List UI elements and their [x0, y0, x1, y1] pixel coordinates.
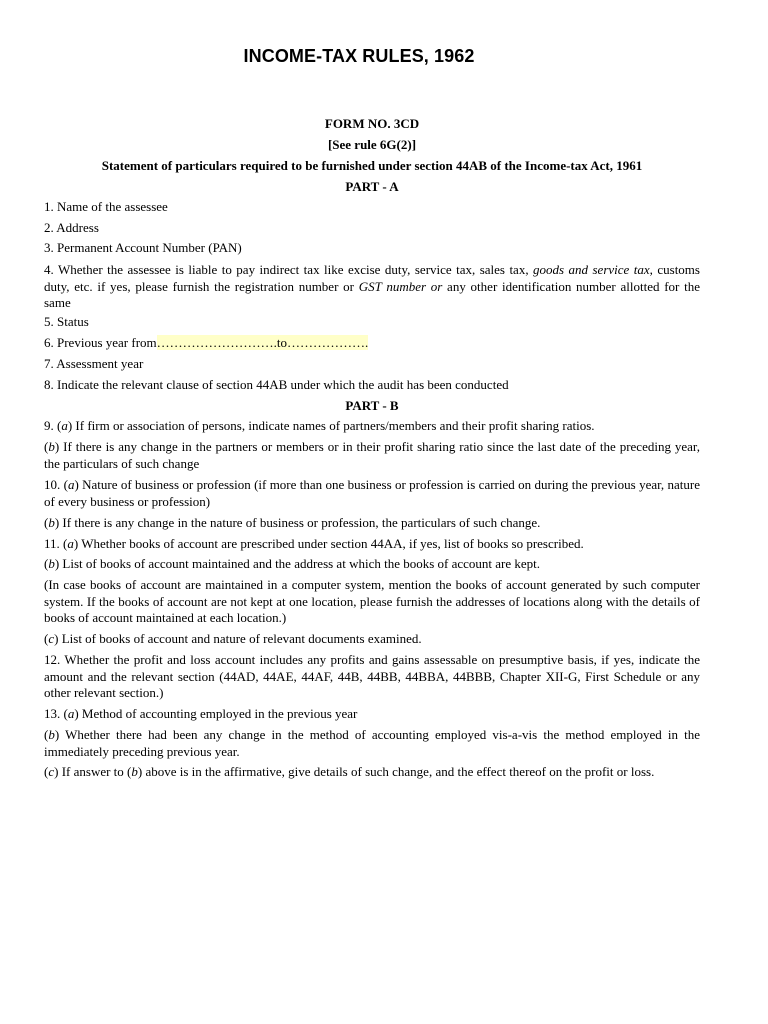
item-7-assessment-year: 7. Assessment year [44, 356, 144, 371]
see-rule-reference: [See rule 6G(2)] [327, 137, 417, 152]
previous-year-from-blank [157, 335, 369, 350]
item-1-name-of-assessee: 1. Name of the assessee [44, 199, 168, 214]
item-4-italic-gst: goods and service tax, [533, 262, 653, 277]
item-10a-number: 10. ( [44, 477, 68, 492]
item-10a-text: ) Nature of business or profession (if more than one business or profession is carried on during the previous year, nature of every business or profession) [44, 477, 700, 509]
item-11c-sub-letter: c [48, 631, 55, 646]
item-12-presumptive-income: 12. Whether the profit and loss account includes any profits and gains assessable on presumptive basis, if yes, indicate the amount and the relevant section (44AD, 44AE, 44AF, 44B, 44BB, 44BBA, 44BBB, Chapter XII-G, First Schedule or any other relevant section.) [44, 652, 700, 700]
item-4-indirect-tax [44, 262, 700, 312]
item-13b-text: ) Whether there had been any change in the method of accounting employed vis-a-vis the method employed in the immediately preceding previous year. [44, 727, 700, 759]
item-13c-sub-letter: c [48, 764, 55, 779]
previous-year-from-dots: ………………………. [156, 335, 277, 350]
item-10b-text: ) If there is any change in the nature of business or profession, the particulars of such change. [54, 515, 541, 530]
item-9a-number: 9. ( [44, 418, 62, 433]
item-10b-open: ( [44, 515, 49, 530]
item-11b-text: ) List of books of account maintained and the address at which the books of account are kept. [54, 556, 541, 571]
item-9b-text: ) If there is any change in the partners or members or in their profit sharing ratio since the last date of the preceding year, the particulars of such change [44, 439, 700, 471]
item-11a-text: ) Whether books of account are prescribed under section 44AA, if yes, list of books so prescribed. [73, 536, 584, 551]
item-11a-prescribed-books [44, 536, 700, 553]
form-number: FORM NO. 3CD [324, 116, 420, 131]
item-10a-sub-letter: a [67, 477, 75, 492]
item-13c-mid: ) If answer to ( [54, 764, 132, 779]
item-4-text-end: any other identification number allotted for the same [44, 278, 700, 310]
previous-year-to-dots: ………………. [287, 335, 369, 350]
item-4-text-middle: customs duty, etc. if yes, please furnish the registration number or [44, 262, 700, 294]
item-11b-books-maintained [44, 556, 700, 573]
item-4-italic-gst-number: GST number or [358, 278, 443, 294]
item-11c-text: ) List of books of account and nature of relevant documents examined. [54, 631, 422, 646]
item-9a-partners [44, 418, 700, 435]
item-13a-accounting-method [44, 706, 700, 723]
item-11a-sub-letter: a [67, 536, 74, 551]
item-9a-sub-letter: a [61, 418, 68, 433]
item-13b-sub-letter: b [48, 727, 55, 742]
item-13a-number: 13. ( [44, 706, 68, 721]
item-10b-sub-letter: b [48, 515, 55, 530]
item-13c-change-details [44, 764, 700, 781]
item-11-computer-system-note: (In case books of account are maintained in a computer system, mention the books of account generated by such computer system. If the books of account are not kept at one location, please furnish the addresses of locations along with the details of books of account maintained at each location.) [44, 577, 700, 625]
document-title: INCOME-TAX RULES, 1962 [243, 46, 475, 66]
item-2-address: 2. Address [44, 220, 99, 235]
item-9a-text: ) If firm or association of persons, indicate names of partners/members and their profit sharing ratios. [67, 418, 595, 433]
item-9b-open: ( [44, 439, 49, 454]
item-11b-sub-letter: b [48, 556, 55, 571]
item-4-text-start: 4. Whether the assessee is liable to pay indirect tax like excise duty, service tax, sales tax, [44, 262, 534, 277]
previous-year-to-label: to [276, 335, 288, 350]
item-13c-open: ( [44, 764, 49, 779]
item-11c-books-examined [44, 631, 700, 648]
item-5-status: 5. Status [44, 314, 89, 329]
item-13c-text: ) above is in the affirmative, give details of such change, and the effect thereof on the profit or loss. [137, 764, 655, 779]
form-statement: Statement of particulars required to be furnished under section 44AB of the Income-tax Act, 1961 [101, 158, 643, 173]
item-9b-partner-change [44, 439, 700, 472]
item-11c-open: ( [44, 631, 49, 646]
item-13a-sub-letter: a [67, 706, 75, 721]
item-8-audit-clause: 8. Indicate the relevant clause of section 44AB under which the audit has been conducted [44, 377, 509, 392]
item-11a-number: 11. ( [44, 536, 68, 551]
item-11b-open: ( [44, 556, 49, 571]
item-10b-business-change [44, 515, 700, 532]
item-3-pan: 3. Permanent Account Number (PAN) [44, 240, 242, 255]
item-13c-sub-letter-ref: b [131, 764, 138, 779]
item-6-previous-year [44, 335, 700, 352]
part-a-heading: PART - A [345, 179, 399, 194]
part-b-heading: PART - B [345, 398, 399, 413]
item-10a-nature-of-business [44, 477, 700, 510]
item-13a-text: ) Method of accounting employed in the previous year [74, 706, 358, 721]
item-13b-method-change [44, 727, 700, 760]
item-13b-open: ( [44, 727, 49, 742]
item-9b-sub-letter: b [48, 439, 55, 454]
item-6-label: 6. Previous year from [44, 335, 157, 350]
